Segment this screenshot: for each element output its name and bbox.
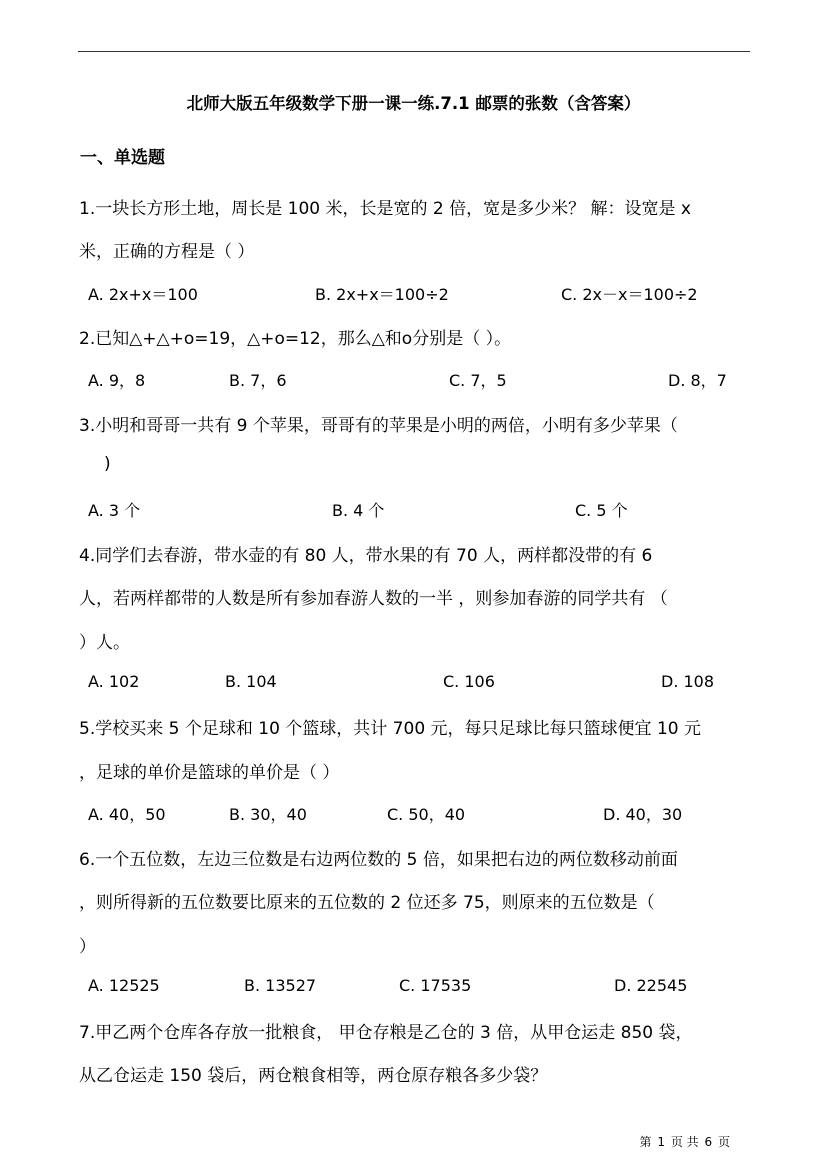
question-4-line-3: ）人。: [79, 633, 130, 653]
question-2-line-1: 2.已知△+△+o=19，△+o=12，那么△和o分别是（ ）。: [79, 329, 512, 349]
question-7-line-1: 7.甲乙两个仓库各存放一批粮食， 甲仓存粮是乙仓的 3 倍，从甲仓运走 850 袋，: [79, 1023, 693, 1043]
option-a: A. 2x+x＝100: [88, 285, 198, 304]
page-title: 北师大版五年级数学下册一课一练.7.1 邮票的张数（含答案）: [186, 94, 641, 113]
question-1-line-1: 1.一块长方形土地，周长是 100 米，长是宽的 2 倍，宽是多少米？ 解：设宽是 x: [79, 199, 691, 219]
page-footer: [638, 1133, 730, 1150]
header-rule: [78, 51, 750, 52]
option-d: D. 8，7: [668, 371, 727, 390]
option-c: C. 50，40: [387, 805, 466, 824]
option-a: A. 9，8: [88, 371, 146, 390]
question-4-line-1: 4.同学们去春游，带水壶的有 80 人，带水果的有 70 人，两样都没带的有 6: [79, 546, 653, 566]
option-c: C. 17535: [399, 976, 472, 995]
option-b: B. 2x+x＝100÷2: [315, 285, 449, 304]
option-b: B. 30，40: [229, 805, 307, 824]
option-a: A. 12525: [88, 976, 160, 995]
question-6-line-2: ，则所得新的五位数要比原来的五位数的 2 位还多 75，则原来的五位数是（: [79, 893, 655, 913]
option-a: A. 40，50: [88, 805, 166, 824]
option-c: C. 7，5: [449, 371, 507, 390]
option-b: B. 7，6: [229, 371, 287, 390]
question-7-line-2: 从乙仓运走 150 袋后，两仓粮食相等，两仓原存粮各多少袋？: [79, 1066, 548, 1086]
option-b: B. 104: [225, 672, 277, 691]
option-d: D. 22545: [614, 976, 688, 995]
footer-suffix: 页: [717, 1135, 730, 1149]
option-c: C. 2x－x＝100÷2: [561, 285, 698, 304]
option-b: B. 13527: [244, 976, 317, 995]
option-a: A. 3 个: [88, 501, 141, 520]
question-4-line-2: 人，若两样都带的人数是所有参加春游人数的一半 ，则参加春游的同学共有 （: [79, 589, 668, 609]
footer-total-pages: 6: [704, 1135, 713, 1149]
question-5-line-2: ，足球的单价是篮球的单价是（ ）: [79, 763, 340, 783]
footer-prefix: 第: [639, 1135, 652, 1149]
question-6-line-1: 6.一个五位数，左边三位数是右边两位数的 5 倍，如果把右边的两位数移动前面: [79, 850, 678, 870]
section-heading: 一、单选题: [80, 148, 165, 168]
question-6-line-3: ）: [79, 937, 96, 957]
option-c: C. 106: [443, 672, 495, 691]
question-3-line-1: 3.小明和哥哥一共有 9 个苹果，哥哥有的苹果是小明的两倍，小明有多少苹果（: [79, 416, 678, 436]
option-b: B. 4 个: [332, 501, 385, 520]
option-a: A. 102: [88, 672, 140, 691]
footer-page-number: 1: [657, 1135, 666, 1149]
footer-mid: 页 共: [670, 1135, 699, 1149]
question-3-line-2: ): [104, 454, 111, 474]
question-1-line-2: 米，正确的方程是（ ）: [79, 242, 255, 262]
option-d: D. 40，30: [603, 805, 683, 824]
option-c: C. 5 个: [575, 501, 628, 520]
option-d: D. 108: [661, 672, 715, 691]
question-5-line-1: 5.学校买来 5 个足球和 10 个篮球，共计 700 元，每只足球比每只篮球便宜 10 元: [79, 719, 701, 739]
